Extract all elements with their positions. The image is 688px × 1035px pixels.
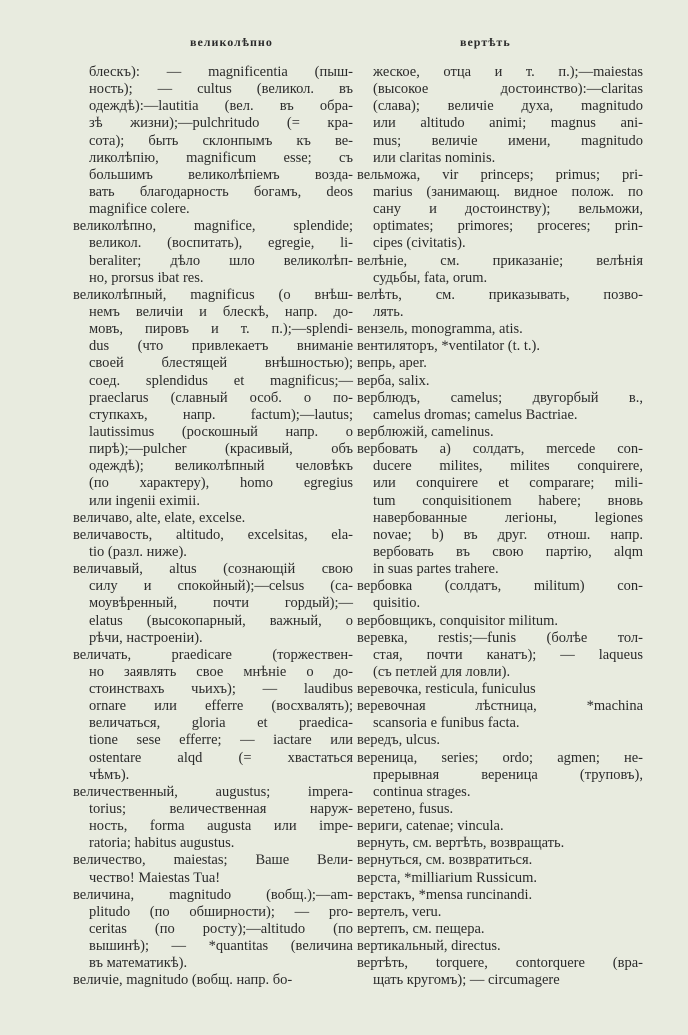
entry-line: ornare или efferre (восхвалять); bbox=[89, 698, 353, 715]
entry-line: немъ величіи и блескѣ, напр. до- bbox=[89, 303, 353, 320]
entry-line: dus (что привлекаетъ вниманіе bbox=[89, 338, 353, 355]
dictionary-entry bbox=[357, 921, 643, 938]
dictionary-entry bbox=[357, 681, 643, 698]
entry-headline: вертикальный, directus. bbox=[357, 938, 501, 955]
entry-line: ostentare alqd (= хвастаться bbox=[89, 749, 353, 766]
entry-line: ducere milites, milites conquirere, bbox=[373, 458, 643, 475]
entry-headline: великолѣпный, magnificus (о внѣш- bbox=[73, 286, 353, 303]
dictionary-entry bbox=[357, 321, 643, 338]
entry-line: стоинствахъ чьихъ); — laudibus bbox=[89, 681, 353, 698]
entry-line: силу и спокойный);—celsus (са- bbox=[89, 578, 353, 595]
dictionary-entry bbox=[357, 355, 643, 372]
entry-line: судьбы, fata, orum. bbox=[373, 269, 488, 286]
entry-line: praeclarus (славный особ. о по- bbox=[89, 389, 353, 406]
entry-headline: вентиляторъ, *ventilator (t. t.). bbox=[357, 338, 541, 355]
entry-headline: жеское, отца и т. п.);—maiestas bbox=[373, 64, 643, 80]
entry-headline: величать, praedicare (торжествен- bbox=[73, 646, 353, 663]
entry-line: сану и достоинству); вельможи, bbox=[373, 201, 643, 218]
entry-line: прерывная вереница (труповъ), bbox=[373, 766, 643, 783]
dictionary-entry bbox=[357, 390, 643, 424]
entry-line: одеждѣ); великолѣпный человѣкъ bbox=[89, 458, 353, 475]
entry-headline: верста, *milliarium Russicum. bbox=[357, 869, 537, 886]
dictionary-entry bbox=[357, 424, 643, 441]
entry-line: вышинѣ); — *quantitas (величина bbox=[89, 938, 353, 955]
entry-line: лять. bbox=[373, 303, 404, 320]
entry-headline: вередъ, ulcus. bbox=[357, 732, 441, 749]
entry-headline: велѣніе, см. приказаніе; велѣнія bbox=[357, 252, 643, 269]
entry-headline: вепрь, aper. bbox=[357, 355, 427, 372]
entry-line: elatus (высокопарный, важный, о bbox=[89, 612, 353, 629]
dictionary-entry bbox=[73, 287, 353, 510]
entry-headline: вербовка (солдатъ, militum) con- bbox=[357, 578, 643, 595]
dictionary-entry bbox=[357, 630, 643, 681]
entry-line: соед. splendidus et magnificus;— bbox=[89, 372, 353, 389]
entry-headline: вернуть, см. вертѣть, возвращать. bbox=[357, 835, 565, 852]
entry-line: camelus dromas; camelus Bactriae. bbox=[373, 406, 578, 423]
entry-headline: вертепъ, см. пещера. bbox=[357, 921, 485, 938]
entry-line: (съ петлей для ловли). bbox=[373, 663, 511, 680]
dictionary-entry bbox=[73, 527, 353, 561]
entry-headline: величество, maiestas; Ваше Вели- bbox=[73, 852, 353, 869]
entry-line: или altitudo animi; magnus ani- bbox=[373, 115, 643, 132]
entry-headline: вертелъ, veru. bbox=[357, 903, 442, 920]
entry-line: quisitio. bbox=[373, 595, 421, 612]
dictionary-entry bbox=[73, 972, 353, 989]
entry-line: (высокое достоинство):—claritas bbox=[373, 81, 643, 98]
entry-headline: веретено, fusus. bbox=[357, 801, 454, 818]
entry-headline: велѣть, см. приказывать, позво- bbox=[357, 286, 643, 303]
entry-line: вать благодарность богамъ, deos bbox=[89, 183, 353, 200]
dictionary-entry bbox=[73, 784, 353, 853]
entry-headline: веревочная лѣстница, *machina bbox=[357, 698, 643, 715]
dictionary-entry bbox=[73, 64, 353, 218]
entry-line: мовъ, пировъ и т. п.);—splendi- bbox=[89, 321, 353, 338]
entry-headline: величина, magnitudo (вобщ.);—am- bbox=[73, 886, 353, 903]
entry-line: ность, forma augusta или impe- bbox=[89, 818, 353, 835]
dictionary-entry bbox=[73, 852, 353, 886]
entry-line: tione sese efferre; — iactare или bbox=[89, 732, 353, 749]
entry-headline: великолѣпно, magnifice, splendide; bbox=[73, 218, 353, 235]
entry-headline: величественный, augustus; impera- bbox=[73, 783, 353, 800]
entry-line: или ingenii eximii. bbox=[89, 492, 200, 509]
entry-line: lautissimus (роскошный напр. о bbox=[89, 423, 353, 440]
entry-line: въ математикѣ). bbox=[89, 955, 188, 972]
entry-line: mus; величіе имени, magnitudo bbox=[373, 132, 643, 149]
dictionary-entry bbox=[73, 218, 353, 287]
entry-line: большимъ великолѣпіемъ возда- bbox=[89, 166, 353, 183]
entry-line: optimates; primores; proceres; prin- bbox=[373, 218, 643, 235]
dictionary-entry bbox=[357, 732, 643, 749]
entry-line: или claritas nominis. bbox=[373, 149, 496, 166]
entry-line: cipes (civitatis). bbox=[373, 235, 466, 252]
entry-line: одеждѣ):—lautitia (вел. въ обра- bbox=[89, 98, 353, 115]
entry-headline: вензель, monogramma, atis. bbox=[357, 321, 523, 338]
entry-line: но, prorsus ibat res. bbox=[89, 269, 204, 286]
dictionary-entry bbox=[73, 887, 353, 973]
entry-line: beraliter; дѣло шло великолѣп- bbox=[89, 252, 353, 269]
entry-headline: величаво, alte, elate, excelse. bbox=[73, 509, 246, 526]
dictionary-entry bbox=[357, 167, 643, 253]
entry-line: или conquirere et comparare; mili- bbox=[373, 475, 643, 492]
dictionary-entry bbox=[357, 801, 643, 818]
dictionary-entry bbox=[357, 287, 643, 321]
dictionary-entry bbox=[357, 835, 643, 852]
dictionary-entry bbox=[357, 338, 643, 355]
dictionary-entry bbox=[357, 887, 643, 904]
entry-line: continua strages. bbox=[373, 783, 471, 800]
entry-line: magnifice colere. bbox=[89, 201, 190, 218]
entry-line: ceritas (по росту);—altitudo (по bbox=[89, 921, 353, 938]
entry-line: но заявлять свое мнѣніе о до- bbox=[89, 663, 353, 680]
entry-headline: вельможа, vir princeps; primus; pri- bbox=[357, 166, 643, 183]
running-head-left: великолѣпно bbox=[190, 35, 273, 49]
entry-line: ступкахъ, напр. factum);—lautus; bbox=[89, 406, 353, 423]
entry-line: великол. (воспитать), egregie, li- bbox=[89, 235, 353, 252]
entry-line: вербовать въ свою партію, alqm bbox=[373, 543, 643, 560]
entry-line: стая, почти канатъ); — laqueus bbox=[373, 646, 643, 663]
right-column bbox=[357, 64, 643, 990]
dictionary-entry bbox=[73, 561, 353, 647]
dictionary-entry bbox=[357, 750, 643, 801]
dictionary-entry bbox=[357, 578, 643, 612]
entry-headline: веревка, restis;—funis (болѣе тол- bbox=[357, 629, 643, 646]
entry-line: tum conquisitionem habere; вновь bbox=[373, 492, 643, 509]
entry-headline: величіе, magnitudo (вобщ. напр. бо- bbox=[73, 972, 293, 989]
entry-line: навербованные легіоны, legiones bbox=[373, 509, 643, 526]
entry-line: пирѣ);—pulcher (красивый, объ bbox=[89, 441, 353, 458]
entry-line: чѣмъ). bbox=[89, 766, 130, 783]
entry-line: своей блестящей внѣшностью); bbox=[89, 355, 353, 372]
dictionary-entry bbox=[357, 904, 643, 921]
running-head-right: вертѣть bbox=[460, 35, 511, 49]
dictionary-entry bbox=[357, 698, 643, 732]
entry-line: зѣ жизни);—pulchritudo (= кра- bbox=[89, 115, 353, 132]
entry-line: novae; b) въ друг. отнош. напр. bbox=[373, 526, 643, 543]
entry-line: torius; величественная наруж- bbox=[89, 801, 353, 818]
entry-headline: блескъ): — magnificentia (пыш- bbox=[89, 64, 353, 80]
dictionary-entry bbox=[357, 253, 643, 287]
entry-headline: вербовать a) солдатъ, mercede con- bbox=[357, 441, 643, 458]
entry-line: рѣчи, настроеніи). bbox=[89, 629, 203, 646]
entry-headline: верстакъ, *mensa runcinandi. bbox=[357, 886, 533, 903]
entry-line: величаться, gloria et praedica- bbox=[89, 715, 353, 732]
entry-headline: вереница, series; ordo; agmen; не- bbox=[357, 749, 643, 766]
dictionary-entry bbox=[357, 64, 643, 167]
entry-line: ность); — cultus (великол. въ bbox=[89, 81, 353, 98]
entry-line: (слава); величіе духа, magnitudo bbox=[373, 98, 643, 115]
dictionary-entry bbox=[357, 955, 643, 989]
entry-headline: верблюдъ, camelus; двугорбый в., bbox=[357, 389, 643, 406]
dictionary-entry bbox=[357, 870, 643, 887]
dictionary-entry bbox=[357, 852, 643, 869]
entry-headline: веревочка, resticula, funiculus bbox=[357, 681, 536, 698]
entry-line: чество! Maiestas Tua! bbox=[89, 869, 221, 886]
left-column bbox=[73, 64, 353, 990]
entry-line: ликолѣпію, magnificum esse; съ bbox=[89, 149, 353, 166]
entry-line: моувѣренный, почти гордый);— bbox=[89, 595, 353, 612]
entry-line: щать кругомъ); — circumagere bbox=[373, 972, 560, 989]
entry-headline: верба, salix. bbox=[357, 372, 430, 389]
entry-headline: вернуться, см. возвратиться. bbox=[357, 852, 533, 869]
entry-headline: вертѣть, torquere, contorquere (вра- bbox=[357, 955, 643, 972]
entry-headline: верблюжій, camelinus. bbox=[357, 423, 494, 440]
entry-line: marius (занимающ. видное полож. по bbox=[373, 183, 643, 200]
entry-line: scansoria e funibus facta. bbox=[373, 715, 520, 732]
entry-line: in suas partes trahere. bbox=[373, 561, 499, 578]
dictionary-entry bbox=[357, 818, 643, 835]
entry-line: ratoria; habitus augustus. bbox=[89, 835, 235, 852]
dictionary-entry bbox=[357, 441, 643, 578]
dictionary-entry bbox=[357, 373, 643, 390]
entry-line: tio (разл. ниже). bbox=[89, 543, 187, 560]
entry-headline: величавость, altitudo, excelsitas, ela- bbox=[73, 526, 353, 543]
entry-headline: вербовщикъ, conquisitor militum. bbox=[357, 612, 559, 629]
dictionary-entry bbox=[357, 613, 643, 630]
dictionary-entry bbox=[73, 510, 353, 527]
entry-line: (по характеру), homo egregius bbox=[89, 475, 353, 492]
dictionary-entry bbox=[73, 647, 353, 784]
dictionary-entry bbox=[357, 938, 643, 955]
entry-line: plitudo (по обширности); — pro- bbox=[89, 903, 353, 920]
entry-headline: величавый, altus (сознающій свою bbox=[73, 561, 353, 578]
entry-headline: вериги, catenae; vincula. bbox=[357, 818, 504, 835]
entry-line: сота); быть склонпымъ къ ве- bbox=[89, 132, 353, 149]
